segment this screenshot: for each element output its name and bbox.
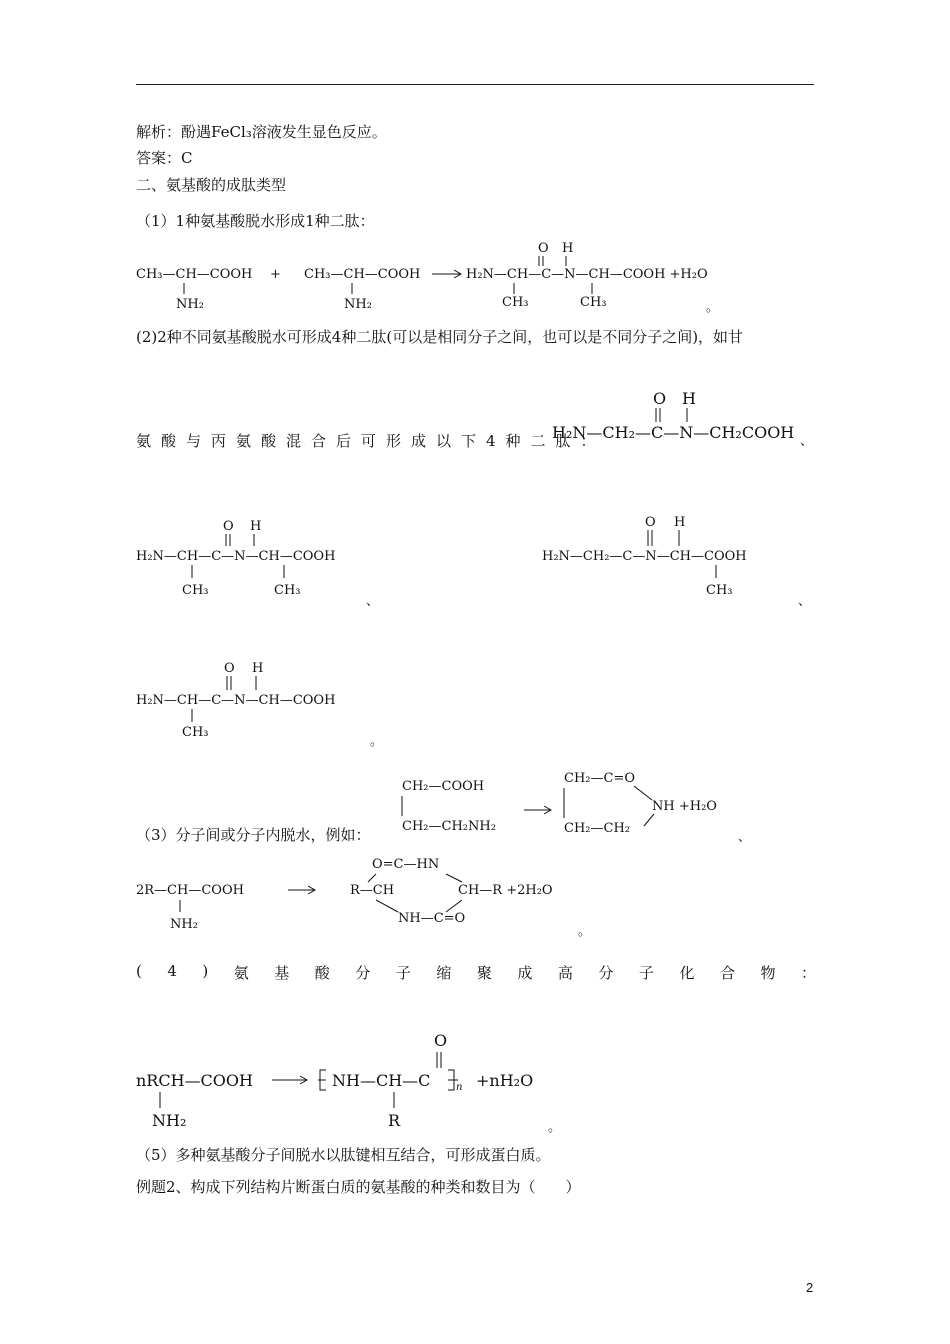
r3a-ring-nh: NH +H₂O [652,799,717,814]
reaction3a-diagram [398,764,748,844]
item4-char: 子 [638,964,654,982]
item4-char: 4 [167,962,177,980]
item4-char: 化 [679,964,695,982]
r3b-ring-left: R—CH [350,883,395,898]
r4-period: 。 [548,1120,562,1135]
dipeptide2-diagram [136,516,376,596]
r1-reactant1-nh2: NH₂ [176,297,204,312]
r3b-ring-bottom: NH—C=O [398,911,466,926]
r4-n: n [456,1082,463,1093]
page-number: 2 [806,1280,814,1295]
r3a-comma: 、 [738,830,752,845]
d2-h: H [250,519,262,534]
r1-plus: + [270,267,281,282]
d2-o: O [223,519,234,534]
r3b-period: 。 [578,924,592,939]
d3-h: H [674,515,686,530]
r4-reactant: nRCH—COOH [136,1071,253,1090]
item4-char: 缩 [436,964,452,982]
d3-comma: 、 [798,594,812,609]
r1-product-o: O [538,241,549,256]
d4-period: 。 [370,734,384,749]
item4-char: 酸 [314,964,330,982]
item4-char: 合 [719,964,735,982]
r4-water: +nH₂O [476,1071,534,1090]
r4-reactant-nh2: NH₂ [152,1111,187,1130]
item5-text: （5）多种氨基酸分子间脱水以肽键相互结合，可形成蛋白质。 [136,1146,551,1164]
reaction1-diagram [136,238,736,318]
dipeptide4-diagram [136,658,376,738]
d1-comma: 、 [800,434,814,449]
header-rule [136,84,814,85]
r3b-reactant: 2R—CH—COOH [136,883,244,898]
r4-r: R [388,1111,401,1130]
item4-char: 基 [274,964,290,982]
r1-product-ch3b: CH₃ [580,295,607,310]
r1-reactant1: CH₃—CH—COOH [136,267,253,282]
d4-h: H [252,661,264,676]
r3a-ring-bottom: CH₂—CH₂ [564,821,630,836]
item4-char: 分 [598,964,614,982]
item2-line1: (2)2种不同氨基酸脱水可形成4种二肽(可以是相同分子之间，也可以是不同分子之间)，如甘 [136,328,744,346]
dipeptide3-diagram [542,512,802,598]
d2-comma: 、 [366,594,380,609]
r4-o: O [434,1031,448,1050]
item4-line [136,962,816,983]
item4-char: 子 [395,964,411,982]
r3b-reactant-nh2: NH₂ [170,917,198,932]
d1-o: O [653,389,667,408]
d3-ch3: CH₃ [706,583,733,598]
item2-line2: 氨酸与丙氨酸混合后可形成以下4种二肽： [136,432,606,450]
r1-product: H₂N—CH—C—N—CH—COOH +H₂O [466,267,708,282]
item1-text: （1）1种氨基酸脱水形成1种二肽： [136,212,375,230]
r1-reactant2: CH₃—CH—COOH [304,267,421,282]
d4-main: H₂N—CH—C—N—CH—COOH [136,693,336,708]
d3-main: H₂N—CH₂—C—N—CH—COOH [542,549,747,564]
item4-char: 聚 [476,964,492,982]
item3-text: （3）分子间或分子内脱水，例如： [136,826,371,844]
d3-o: O [645,515,656,530]
item4-char: 物 [760,964,776,982]
dipeptide1-diagram [552,390,812,450]
item4-char: 高 [557,964,573,982]
d4-ch3: CH₃ [182,725,209,740]
answer-text: 答案：C [136,149,193,167]
item4-char: ( [136,962,142,980]
r4-polymer: NH—CH—C [332,1071,431,1090]
item4-char: 成 [517,964,533,982]
analysis-text: 解析：酚遇FeCl₃溶液发生显色反应。 [136,123,387,141]
d4-o: O [224,661,235,676]
section2-heading: 二、氨基酸的成肽类型 [136,176,287,194]
item4-char: ) [202,962,209,980]
r3a-ring-top: CH₂—C=O [564,771,635,786]
r3a-top: CH₂—COOH [402,779,485,794]
r3b-ring-top: O=C—HN [372,857,440,872]
r1-period: 。 [706,300,720,315]
item4-char: 分 [355,964,371,982]
d1-main: H₂N—CH₂—C—N—CH₂COOH [552,423,795,442]
item4-char: 氨 [233,964,249,982]
d2-main: H₂N—CH—C—N—CH—COOH [136,549,336,564]
r3a-bottom: CH₂—CH₂NH₂ [402,819,496,834]
d2-ch3a: CH₃ [182,583,209,598]
reaction4-diagram [136,1030,576,1130]
r1-product-h: H [562,241,574,256]
item4-char: ： [800,964,816,982]
d1-h: H [682,389,696,408]
example2-text: 例题2、构成下列结构片断蛋白质的氨基酸的种类和数目为（ ） [136,1178,581,1196]
r1-reactant2-nh2: NH₂ [344,297,372,312]
r3b-ring-right: CH—R +2H₂O [458,883,553,898]
reaction3b-diagram [136,852,596,938]
r1-product-ch3a: CH₃ [502,295,529,310]
d2-ch3b: CH₃ [274,583,301,598]
